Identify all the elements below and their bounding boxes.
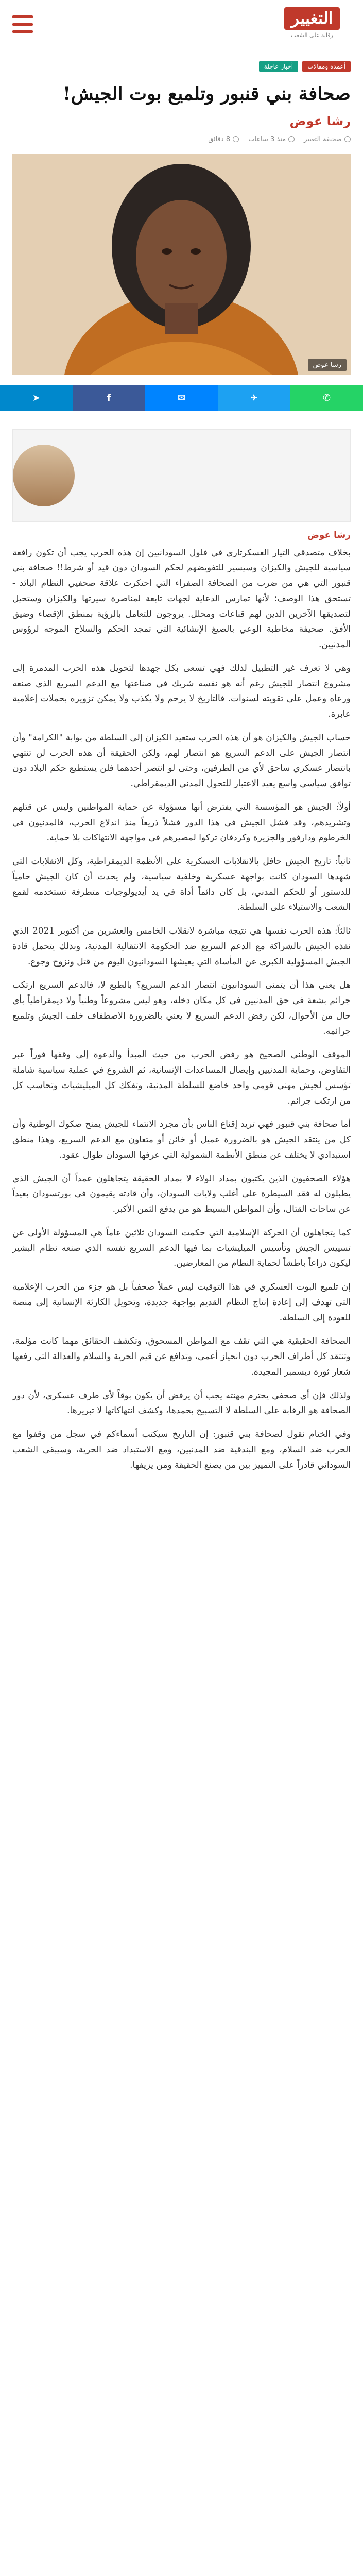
article-paragraph: ثالثاً: هذه الحرب نفسها هي نتيجة مباشرة لانقلاب الخامس والعشرين من أكتوبر 2021 الذي نفذه الجيش بالشراكة مع الدعم السريع ضد الحكومة الانتقالية المدنية، وبذلك يتحمل قادة الجيش المسؤولية الكبرى عن المأساة التي يعيشها السودانيون اليوم من قتل ونزوح وجوع. [12, 926, 351, 967]
article-body [0, 540, 363, 1502]
twitter-icon: ✈ [250, 393, 258, 404]
telegram-icon: ➤ [32, 393, 41, 404]
article-paragraph: إن تلميع البوت العسكري في هذا التوقيت ليس عملاً صحفياً بل هو جزء من الحرب الإعلامية التي تهدف إلى إعادة إنتاج النظام القديم بواجهة جديدة، وتحويل الكارثة الإنسانية إلى منصة للعودة إلى السلطة. [12, 1282, 351, 1323]
meta-date-text: منذ 3 ساعات [248, 135, 286, 143]
article-paragraph: هل يعني هذا أن يتمنى السودانيون انتصار الدعم السريع؟ بالطبع لا، فالدعم السريع ارتكب جرائم بشعة في حق المدنيين في كل مكان دخله، وهو ليس مشروعاً وطنياً ولا ديمقراطياً بأي حال من الأحوال، لكن رفض الدعم السريع لا يعني بالضرورة الاصطفاف خلف الجيش وتلميع جرائمه. [12, 980, 351, 1037]
meta-read-time [208, 135, 239, 143]
image-caption: رشا عوض [308, 359, 347, 371]
author-avatar[interactable] [13, 445, 75, 506]
meta-date [248, 135, 295, 143]
tag-breaking-news[interactable]: آخبار عاجلة [259, 61, 298, 72]
share-bar [0, 385, 363, 411]
author-signature[interactable]: رشا عوض [307, 530, 351, 540]
author-banner [12, 429, 351, 522]
messenger-icon: ✉ [177, 393, 186, 404]
article-paragraph: حساب الجيش والكيزان هو أن هذه الحرب ستعيد الكيزان إلى السلطة من بوابة "الكرامة" وأن انتصار الجيش على الدعم السريع هو انتصار لهم، ولكن الحقيقة أن هذه الحرب لن تنتهي بانتصار عسكري ساحق لأي من الطرفين، وحتى لو انتصر أحدهما فلن يستطيع حكم البلاد دون توافق سياسي واسع يعيد الاعتبار للتحول المدني الديمقراطي. [12, 732, 351, 789]
article-paragraph: بخلاف متصدقي التيار العسكرتاري في فلول السودانيين إن هذه الحرب يجب أن تكون رافعة سياسية للجيش والكيزان وسيسير للتفويضهم لحكم السودان دون قيد أو شرط!! صحافة بني قنبور التي هي من ضرب من الصحافة الصفراء التي احتكرت علاقة صحفيي النظام البائد - تستحق هذا الوصف؛ لأنها تمارس الدعاية لجهات تابعة لمناصرة سيرتها والكيزان وستحيل لتصديقها الآخرين الذين لهم قناعات ومحلل. يروجون للتعامل بالرؤية بمنطق الإقصاء وضيق الأفق. صحيفة مخاطبة الوعي بالصيغ الإنشائية التي تمجد الحكم والسلاح الموجه لرؤوس المدنيين. [12, 547, 351, 650]
clock-icon [288, 136, 295, 142]
article-paragraph: ثانياً: تاريخ الجيش حافل بالانقلابات العسكرية على الأنظمة الديمقراطية، وكل الانقلابات التي شهدها السودان كانت بواجهة عسكرية وخلفية سياسية، ولم يحدث أن كان الجيش حامياً للدستور أو للحكم المدني، بل كان دائماً أداة في يد أيديولوجيات متطرفة تستخدمه لقمع الشعب والاستيلاء على السلطة. [12, 856, 351, 913]
article-paragraph: أولاً: الجيش هو المؤسسة التي يفترض أنها مسؤولة عن حماية المواطنين وليس عن قتلهم وتشريدهم، وقد فشل الجيش في هذا الدور فشلاً ذريعاً منذ اندلاع الحرب، فالمدنيون في الخرطوم ودارفور والجزيرة وكردفان تركوا لمصيرهم في مواجهة الانتهاكات بلا حماية. [12, 802, 351, 843]
article-meta [12, 135, 351, 143]
article-paragraph: وفي الختام نقول لصحافة بني قنبور: إن التاريخ سيكتب أسماءكم في سجل من وقفوا مع الحرب ضد السلام، ومع البندقية ضد المدنيين، ومع الاستبداد ضد الحرية، وسيبقى الشعب السوداني قادراً على التمييز بين من يصنع الحقيقة ومن يزيفها. [12, 1429, 351, 1470]
share-messenger-button[interactable] [145, 385, 218, 411]
article-paragraph: كما يتجاهلون أن الحركة الإسلامية التي حكمت السودان ثلاثين عاماً هي المسؤولة الأولى عن تسييس الجيش وتأسيس الميليشيات بما فيها الدعم السريع نفسه الذي صنعه نظام البشير ليكون ذراعاً باطشاً لحماية النظام من المعارضين. [12, 1227, 351, 1269]
site-header [0, 0, 363, 49]
facebook-icon: f [107, 393, 111, 404]
article-paragraph: الصحافة الحقيقية هي التي تقف مع المواطن المسحوق، وتكشف الحقائق مهما كانت مؤلمة، وتنتقد كل أطراف الحرب دون انحياز أعمى، وتدافع عن قيم الحرية والسلام والعدالة التي رفعها شعار ثورة ديسمبر المجيدة. [12, 1336, 351, 1377]
hamburger-menu-icon[interactable] [12, 15, 33, 33]
logo-word: التغيير [284, 7, 340, 30]
user-icon [344, 136, 351, 142]
article-paragraph: أما صحافة بني قنبور فهي تريد إقناع الناس بأن مجرد الانتماء للجيش يمنح صكوك الوطنية وأن كل من ينتقد الجيش هو بالضرورة عميل أو خائن أو متعاون مع الدعم السريع، وهذا منطق استبدادي لا يختلف عن منطق الأنظمة الشمولية التي عرفها السودان طوال عقود. [12, 1119, 351, 1160]
article-title: صحافة بني قنبور وتلميع بوت الجيش! [62, 83, 351, 105]
meta-source-text: صحيفة التغيير [304, 135, 342, 143]
article-paragraph: الموقف الوطني الصحيح هو رفض الحرب من حيث المبدأ والدعوة إلى وقفها فوراً عبر التفاوض، وحماية المدنيين وإيصال المساعدات الإنسانية، ثم الشروع في عملية سياسية شاملة تؤسس لجيش مهني قومي واحد خاضع للسلطة المدنية، وتفكك كل الميليشيات وتحاسب كل من ارتكب جرائم. [12, 1049, 351, 1106]
hero-image [12, 154, 351, 375]
article-paragraph: ولذلك فإن أي صحفي يحترم مهنته يجب أن يرفض أن يكون بوقاً لأي طرف عسكري، لأن دور الصحافة هو الرقابة على السلطة لا التسبيح بحمدها، وكشف انتهاكاتها لا تبريرها. [12, 1390, 351, 1416]
meta-read-text: 8 دقائق [208, 135, 231, 143]
share-whatsapp-button[interactable] [290, 385, 363, 411]
tag-columns[interactable]: أعمدة ومقالات [302, 61, 351, 72]
portrait-illustration [12, 154, 351, 375]
share-twitter-button[interactable] [218, 385, 290, 411]
share-facebook-button[interactable] [73, 385, 145, 411]
meta-source[interactable] [304, 135, 351, 143]
site-logo[interactable] [273, 7, 351, 39]
article-author[interactable]: رشا عوض [289, 113, 351, 128]
article-paragraph: هؤلاء الصحفيون الذين يكتبون بمداد الولاء لا بمداد الحقيقة يتجاهلون عمداً أن الجيش الذي يطبلون له فقد السيطرة على أغلب ولايات السودان، وأن قادته يقيمون في بورتسودان بعيداً عن ساحات القتال، وأن المواطن البسيط هو من يدفع الثمن الأكبر. [12, 1173, 351, 1215]
article [0, 49, 363, 375]
logo-tagline: رقابة على الشعب [291, 32, 333, 39]
whatsapp-icon: ✆ [322, 393, 331, 404]
share-telegram-button[interactable] [0, 385, 73, 411]
category-tags [12, 49, 351, 72]
timer-icon [233, 136, 239, 142]
author-box [0, 425, 363, 540]
article-paragraph: وهي لا تعرف غير التطبيل لذلك فهي تسعى بكل جهدها لتحويل هذه الحرب المدمرة إلى مشروع انتصار للجيش رغم أنه هو نفسه شريك في صناعتها مع الدعم السريع الذي صنعه ورعاه وعمل على تقويته لسنوات. فالتاريخ لا يرحم ولا يكذب ولا يمكن تزويره بحملات إعلامية عابرة. [12, 663, 351, 720]
